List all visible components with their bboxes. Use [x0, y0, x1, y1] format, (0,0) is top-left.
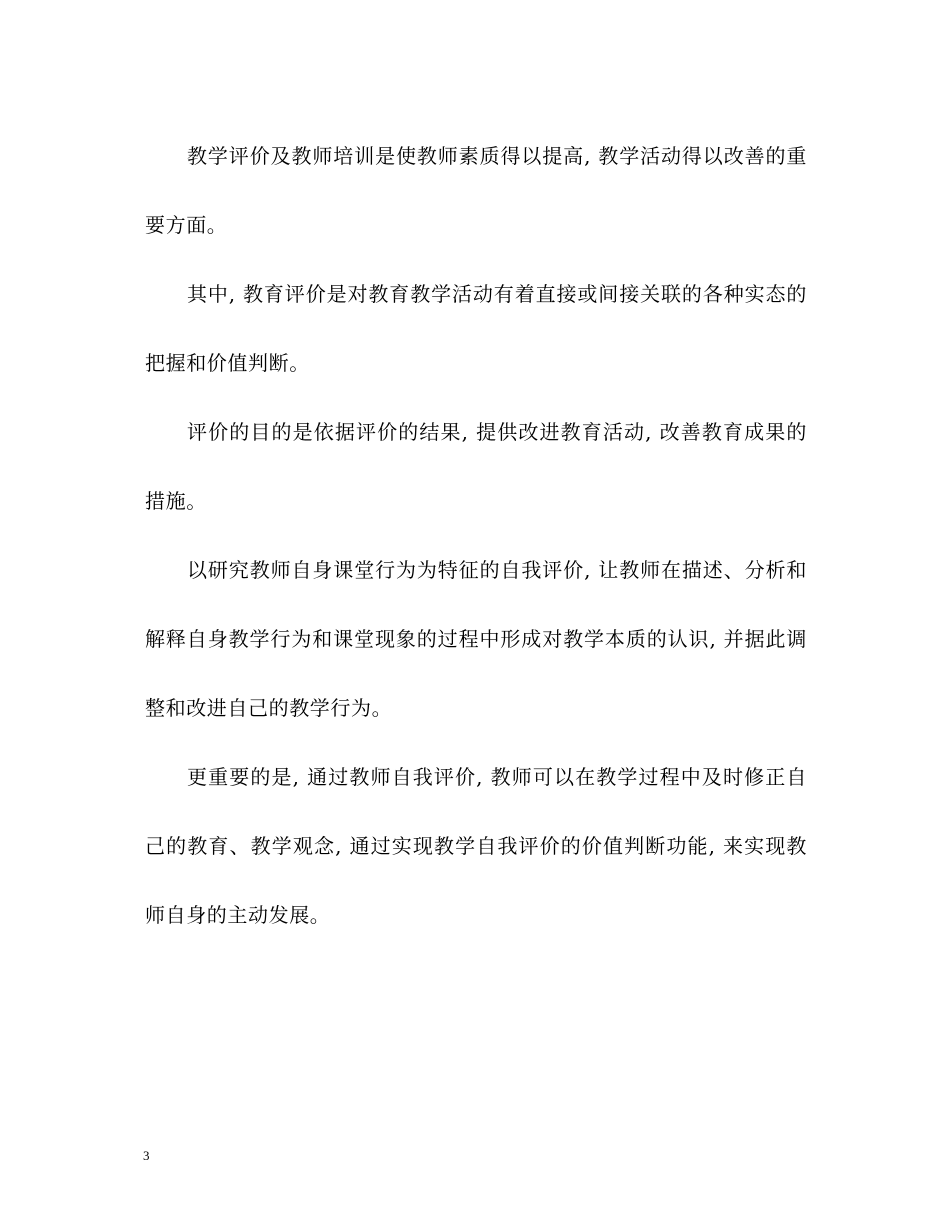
paragraph-2: 其中, 教育评价是对教育教学活动有着直接或间接关联的各种实态的把握和价值判断。 — [145, 282, 807, 375]
paragraph-5: 更重要的是, 通过教师自我评价, 教师可以在教学过程中及时修正自己的教育、教学观念, 通过实现教学自我评价的价值判断功能, 来实现教师自身的主动发展。 — [145, 765, 807, 927]
page-number: 3 — [143, 1148, 150, 1163]
document-body — [145, 122, 807, 950]
paragraph-3: 评价的目的是依据评价的结果, 提供改进教育活动, 改善教育成果的措施。 — [145, 420, 807, 513]
paragraph-4: 以研究教师自身课堂行为为特征的自我评价, 让教师在描述、分析和解释自身教学行为和课堂现象的过程中形成对教学本质的认识, 并据此调整和改进自己的教学行为。 — [145, 558, 807, 720]
paragraph-1: 教学评价及教师培训是使教师素质得以提高, 教学活动得以改善的重要方面。 — [145, 144, 807, 237]
